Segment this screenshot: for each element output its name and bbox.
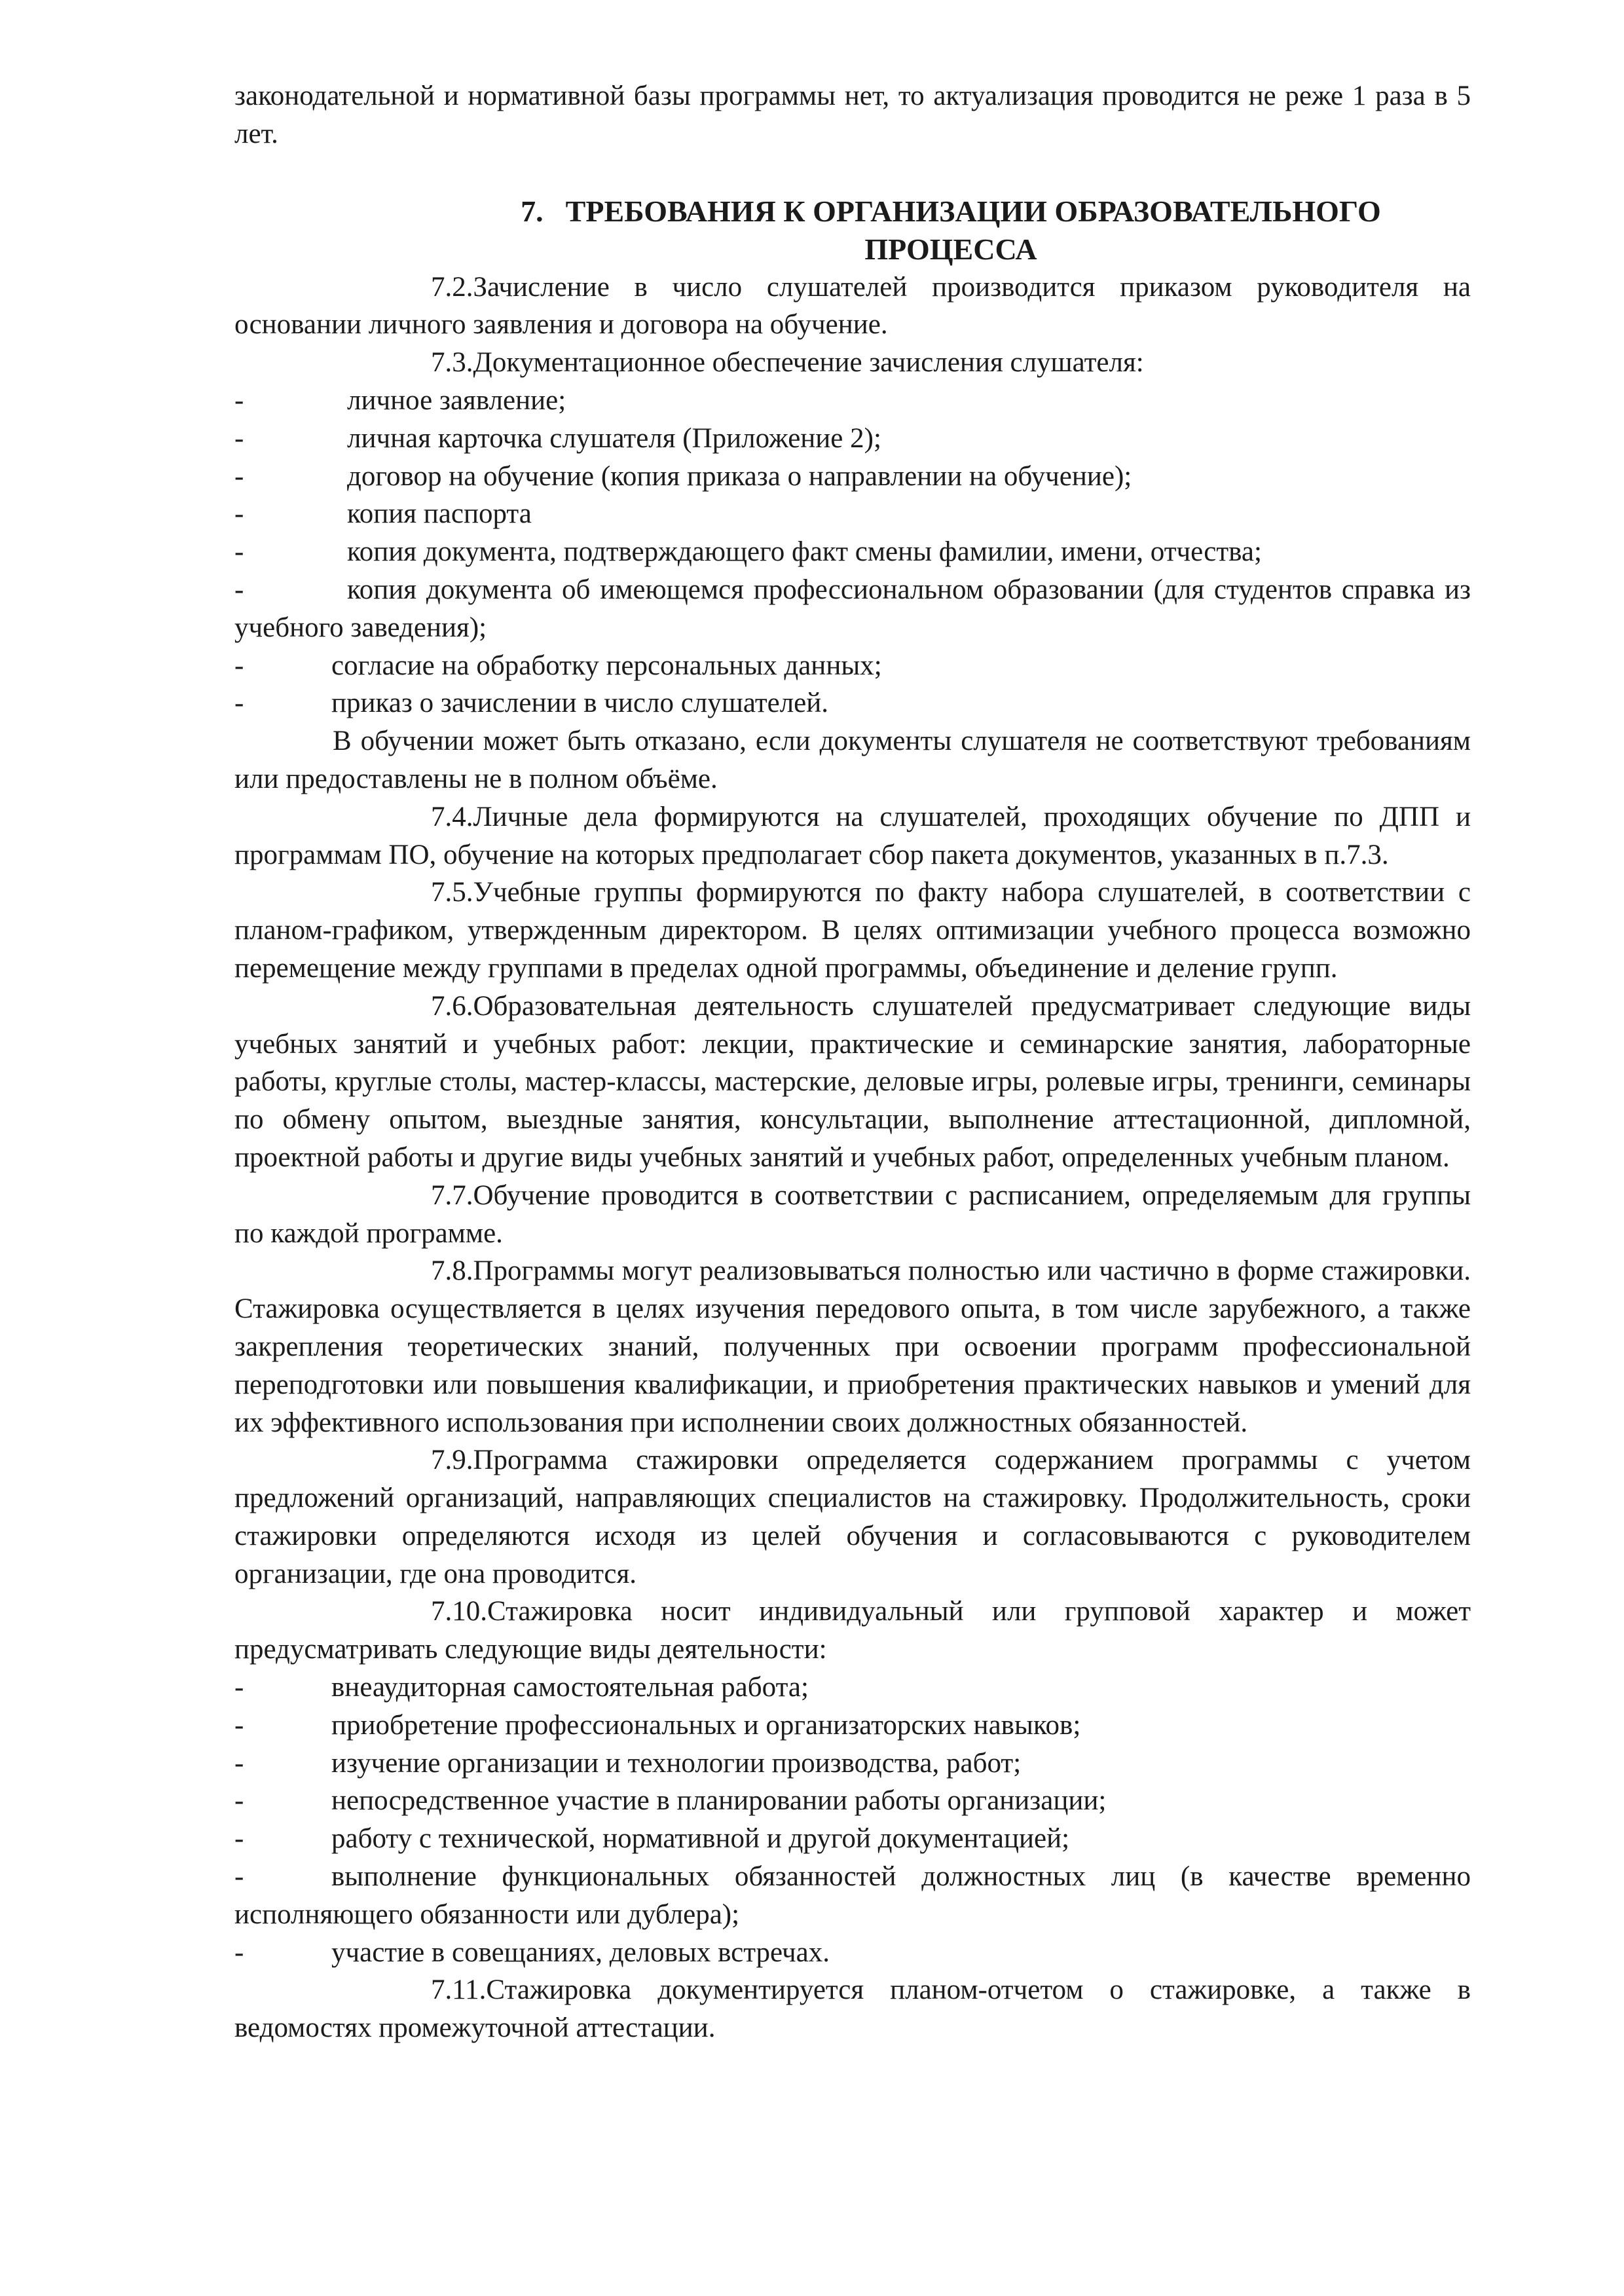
bullet-dash: - [234,536,244,568]
paragraph-number: 7.10. [431,1596,487,1627]
paragraph-text: Обучение проводится в соответствии с расписанием, определяемым для группы по каждой программе. [234,1179,1471,1249]
paragraph-7-4 [234,798,1471,874]
list-item [234,1707,1471,1745]
list-item [234,495,1471,533]
paragraph-7-10 [234,1593,1471,1669]
list-item [234,420,1471,458]
bullet-dash: - [234,1823,244,1855]
list-item-text: копия паспорта [347,498,532,530]
bullet-dash: - [234,574,244,605]
bullet-dash: - [234,688,244,719]
paragraph-text: Стажировка носит индивидуальный или групповой характер и может предусматривать следующие виды деятельности: [234,1596,1471,1665]
list-item-text: договор на обучение (копия приказа о направлении на обучение); [347,460,1132,492]
list-item-text: работу с технической, нормативной и другой документацией; [331,1823,1070,1855]
bullet-dash: - [234,1672,244,1703]
list-item [234,458,1471,496]
bullet-dash: - [234,650,244,681]
paragraph-text: Документационное обеспечение зачисления слушателя: [473,347,1144,379]
list-item [234,1934,1471,1972]
paragraph-7-2 [234,268,1471,344]
list-item-text: копия документа об имеющемся профессиональном образовании (для студентов справка из учебного заведения); [234,574,1471,643]
bullet-dash: - [234,1785,244,1817]
paragraph-number: 7.5. [431,877,473,908]
list-item-text: личная карточка слушателя (Приложение 2); [347,422,881,454]
list-item-text: копия документа, подтверждающего факт смены фамилии, имени, отчества; [347,536,1262,568]
paragraph-number: 7.8. [431,1255,473,1287]
paragraph-text: Стажировка документируется планом-отчетом о стажировке, а также в ведомостях промежуточной аттестации. [234,1974,1471,2044]
intro-paragraph: законодательной и нормативной базы программы нет, то актуализация проводится не реже 1 раза в 5 лет. [234,81,1471,149]
bullet-dash: - [234,498,244,530]
paragraph-note: В обучении может быть отказано, если документы слушателя не соответствуют требованиям или предоставлены не в полном объёме. [234,726,1471,794]
paragraph-number: 7.4. [431,801,473,832]
paragraph-7-7 [234,1177,1471,1253]
bullet-dash: - [234,1936,244,1968]
section-number: 7. [521,194,544,228]
list-item [234,1782,1471,1820]
list-item [234,571,1471,647]
bullet-dash: - [234,460,244,492]
bullet-dash: - [234,1747,244,1779]
bullet-dash: - [234,384,244,416]
paragraph-text: Учебные группы формируются по факту набора слушателей, в соответствии с планом-графиком, утвержденным директором. В целях оптимизации учебного процесса возможно перемещение между группами в пределах одной программы, объединение и деление групп. [234,877,1471,984]
paragraph-7-11 [234,1971,1471,2047]
bullet-dash: - [234,422,244,454]
list-item-text: личное заявление; [347,384,566,416]
paragraph-number: 7.2. [431,271,473,303]
paragraph-7-9 [234,1441,1471,1593]
list-item-text: внеаудиторная самостоятельная работа; [331,1672,809,1703]
list-item [234,684,1471,722]
paragraph-7-3 [234,344,1471,382]
list-item-text: приказ о зачислении в число слушателей. [331,688,829,719]
document-page [234,77,1471,2047]
list-item-text: участие в совещаниях, деловых встречах. [331,1936,830,1968]
paragraph-7-8 [234,1252,1471,1441]
paragraph-number: 7.3. [431,347,473,379]
paragraph-text: Личные дела формируются на слушателей, проходящих обучение по ДПП и программам ПО, обучение на которых предполагает сбор пакета документов, указанных в п.7.3. [234,801,1471,870]
paragraph-7-5 [234,874,1471,987]
paragraph-text: Программа стажировки определяется содержанием программы с учетом предложений организаций, направляющих специалистов на стажировку. Продолжительность, сроки стажировки определяются исходя из целей обучения и согласовываются с руководителем организации, где она проводится. [234,1445,1471,1589]
paragraph-number: 7.6. [431,990,473,1022]
list-item-text: выполнение функциональных обязанностей должностных лиц (в качестве временно исполняющего обязанности или дублера); [234,1861,1471,1930]
list-item [234,1820,1471,1858]
paragraph-7-6 [234,988,1471,1177]
paragraph-text: Зачисление в число слушателей производится приказом руководителя на основании личного заявления и договора на обучение. [234,271,1471,341]
paragraph-number: 7.7. [431,1179,473,1211]
bullet-dash: - [234,1861,244,1893]
list-item [234,382,1471,420]
section-title: ТРЕБОВАНИЯ К ОРГАНИЗАЦИИ ОБРАЗОВАТЕЛЬНОГО ПРОЦЕССА [565,194,1381,266]
paragraph-number: 7.9. [431,1445,473,1476]
list-item-text: изучение организации и технологии производства, работ; [331,1747,1022,1779]
bullet-dash: - [234,1709,244,1741]
list-item-text: приобретение профессиональных и организаторских навыков; [331,1709,1081,1741]
paragraph-text: Образовательная деятельность слушателей предусматривает следующие виды учебных занятий и учебных работ: лекции, практические и семинарские занятия, лабораторные работы, круглые столы, мастер-классы, мастерские, деловые игры, ролевые игры, тренинги, семинары по обмену опытом, выездные занятия, консультации, выполнение аттестационной, дипломной, проектной работы и другие виды учебных занятий и учебных работ, определенных учебным планом. [234,990,1471,1173]
list-item [234,533,1471,571]
list-item [234,647,1471,685]
list-item [234,1669,1471,1707]
section-heading [234,193,1471,268]
paragraph-text: Программы могут реализовываться полностью или частично в форме стажировки. Стажировка осуществляется в целях изучения передового опыта, в том числе зарубежного, а также закрепления теоретических знаний, полученных при освоении программ профессиональной переподготовки или повышения квалификации, и приобретения практических навыков и умений для их эффективного использования при исполнении своих должностных обязанностей. [234,1255,1471,1438]
list-item [234,1745,1471,1783]
list-item-text: непосредственное участие в планировании работы организации; [331,1785,1107,1817]
paragraph-number: 7.11. [431,1974,487,2006]
list-item-text: согласие на обработку персональных данных; [331,650,882,681]
list-item [234,1858,1471,1934]
